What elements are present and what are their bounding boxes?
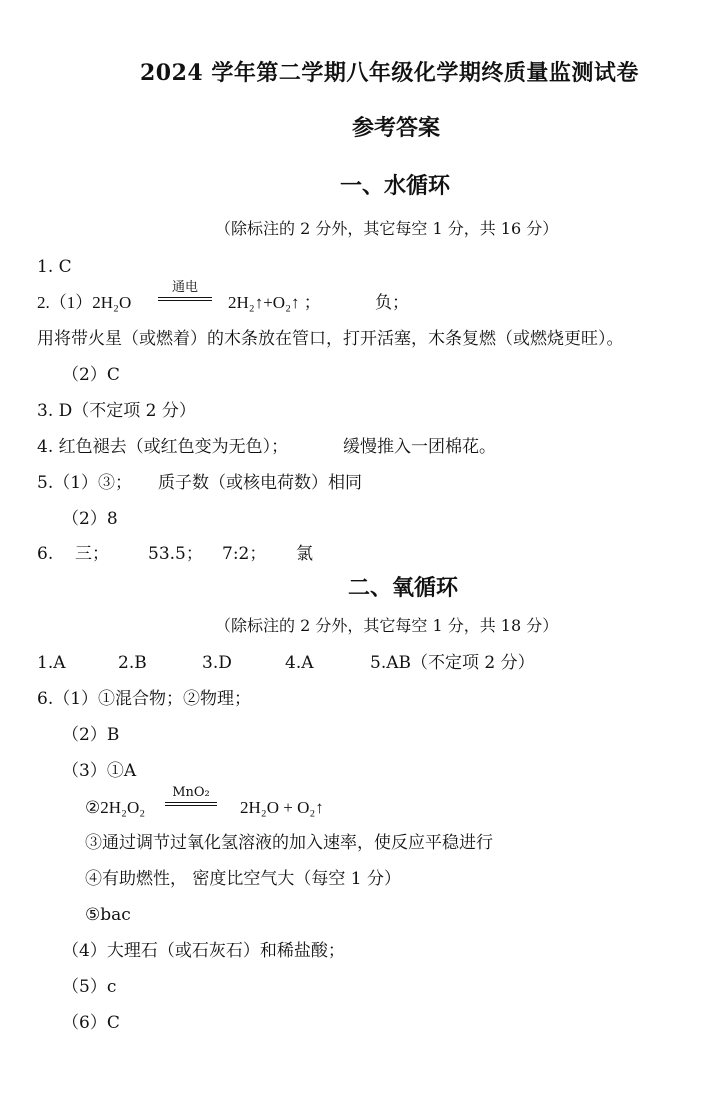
- answer-s1-q4-a: 4. 红色褪去（或红色变为无色）；: [37, 437, 289, 457]
- answer-s1-q6-b: 53.5；: [148, 544, 203, 564]
- answer-s2-mc-4: 4.A: [285, 653, 314, 673]
- answer-s2-q6-3-2-reactant: ②2H₂O₂: [85, 798, 146, 817]
- section-heading-water-cycle: 一、水循环: [340, 173, 451, 199]
- condition-label: 通电: [171, 280, 198, 295]
- answer-s2-q6-3-4: ④有助燃性， 密度比空气大（每空 1 分）: [85, 869, 402, 889]
- answer-subtitle: 参考答案: [352, 115, 441, 141]
- answer-s2-q6-1: 6.（1）①混合物；②物理；: [37, 689, 252, 709]
- answer-s1-q5-part2: （2）8: [62, 509, 118, 529]
- answer-s2-q6-3-2-products: 2H₂O + O₂↑: [240, 798, 324, 817]
- answer-s2-mc-5: 5.AB（不定项 2 分）: [370, 653, 535, 673]
- reaction-condition-electrolysis: [158, 281, 212, 301]
- answer-s2-q6-3: （3）①A: [62, 761, 137, 781]
- answer-s1-q2-reactant: 2.（1）2H₂O: [37, 293, 132, 312]
- answer-s1-q5-b: 质子数（或核电荷数）相同: [158, 473, 362, 493]
- answer-s2-q6-3-5: ⑤bac: [85, 905, 131, 925]
- answer-s2-q6-5: （5）c: [62, 977, 117, 997]
- equation-double-line: [165, 802, 217, 806]
- answer-s2-mc-1: 1.A: [37, 653, 66, 673]
- answer-s2-q6-4: （4）大理石（或石灰石）和稀盐酸；: [62, 941, 345, 961]
- answer-s2-q6-3-3: ③通过调节过氧化氢溶液的加入速率，使反应平稳进行: [85, 833, 493, 853]
- section-heading-oxygen-cycle: 二、氧循环: [348, 575, 459, 601]
- answer-s2-q6-6: （6）C: [62, 1013, 120, 1033]
- answer-s1-q6-d: 氯: [296, 544, 313, 564]
- answer-s1-q4-b: 缓慢推入一团棉花。: [343, 437, 496, 457]
- answer-s1-q6-a: 三；: [75, 544, 109, 564]
- answer-s1-q2-electrode: 负；: [375, 293, 409, 313]
- section-note-oxygen: （除标注的 2 分外，其它每空 1 分，共 18 分）: [215, 616, 559, 635]
- exam-title: 2024 学年第二学期八年级化学期终质量监测试卷: [140, 60, 639, 86]
- answer-s1-q2-products: 2H₂↑+O₂↑ ；: [228, 293, 321, 312]
- section-note-water: （除标注的 2 分外，其它每空 1 分，共 16 分）: [215, 219, 559, 238]
- catalyst-label: MnO₂: [172, 785, 210, 800]
- answer-s1-q2-method: 用将带火星（或燃着）的木条放在管口，打开活塞，木条复燃（或燃烧更旺）。: [37, 329, 624, 349]
- answer-s1-q6-number: 6.: [37, 544, 54, 564]
- reaction-condition-catalyst: [165, 786, 217, 806]
- answer-s1-q1: 1. C: [37, 257, 72, 277]
- equation-double-line: [158, 297, 212, 301]
- answer-s1-q5-a: 5.（1）③；: [37, 473, 133, 493]
- answer-s2-mc-2: 2.B: [118, 653, 147, 673]
- answer-s2-q6-2: （2）B: [62, 725, 120, 745]
- answer-s1-q3: 3. D（不定项 2 分）: [37, 401, 196, 421]
- answer-s1-q6-c: 7:2；: [222, 544, 267, 564]
- answer-s1-q2-part2: （2）C: [62, 365, 120, 385]
- answer-s2-mc-3: 3.D: [202, 653, 232, 673]
